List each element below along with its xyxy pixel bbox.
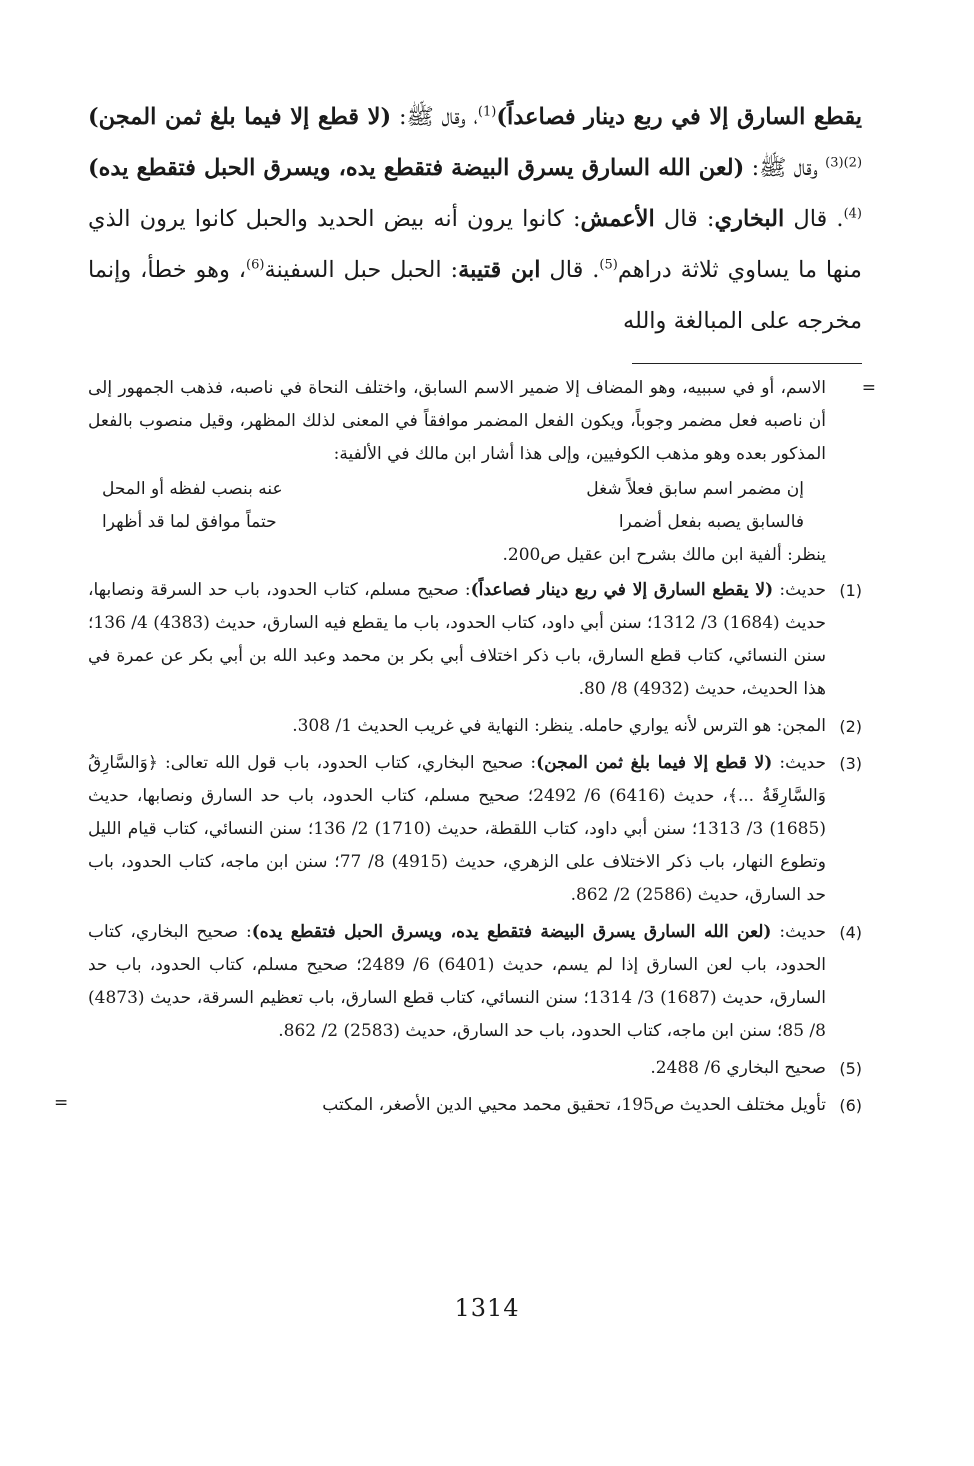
hadith-text-bold: (لا قطع إلا فيما بلغ ثمن المجن) (88, 104, 392, 130)
footnote-ref[interactable]: (1) (477, 104, 497, 120)
main-text-segment: : كانوا يرون أنه بيض الحديد والحبل كانوا يرون الذي منها ما يساوي ثلاثة دراهم (88, 206, 862, 283)
main-text-segment: : قال (654, 206, 715, 232)
verse-hemistich-second: عنه بنصب لفظه أو المحل (102, 479, 283, 499)
main-text-segment: . قال (540, 257, 600, 283)
reference-text: ينظر: ألفية ابن مالك بشرح ابن عقيل ص200. (502, 545, 826, 565)
main-text-segment: وقال ﷺ: (744, 155, 826, 181)
hadith-text-bold: يقطع السارق إلا في ربع دينار فصاعداً) (496, 104, 862, 130)
footnote-continuation (88, 372, 876, 471)
footnote-hadith-bold: (لا يقطع السارق إلا في ربع دينار فصاعداً) (470, 580, 774, 600)
verse-hemistich-second: حتماً موافق لما قد أظهرا (102, 512, 277, 532)
footnote-5 (88, 1052, 862, 1085)
hadith-text-bold: (لعن الله السارق يسرق البيضة فتقطع يده، ويسرق الحبل فتقطع يده) (88, 155, 745, 181)
page-number: 1314 (454, 1294, 520, 1322)
scholar-name: الأعمش (580, 206, 655, 232)
main-text-segment: : الحبل حبل السفينة (264, 257, 459, 283)
footnote-number: (3) (839, 754, 862, 773)
footnote-ref[interactable]: (2)(3) (825, 155, 863, 171)
scholar-name: البخاري (714, 206, 785, 232)
main-text (88, 92, 862, 347)
footnote-4 (88, 916, 862, 1048)
reference-line (88, 539, 862, 572)
footnote-text: : صحيح البخاري، كتاب الحدود، باب قول الله تعالى: ﴿وَالسَّارِقُ وَالسَّارِقَةُ ...﴾، حديث (6416) 6/ 2492؛ صحيح مسلم، كتاب الحدود، باب حد السارق ونصابها، حديث (1685) 3/ 1313؛ سنن أبي داود، كتاب اللقطة، حديث (1710) 2/ 136؛ سنن النسائي، كتاب قيام الليل وتطوع النهار، باب ذكر الاختلاف على الزهري، حديث (4915) 8/ 77؛ سنن ابن ماجه، كتاب الحدود، باب حد السارق، حديث (2586) 2/ 862. (88, 753, 826, 905)
footnote-number: (5) (839, 1059, 862, 1078)
footnote-text: حديث: (773, 580, 826, 600)
footnote-6 (54, 1089, 862, 1122)
footnote-text: حديث: (772, 753, 826, 773)
footnote-1 (88, 574, 862, 706)
footnote-text: : صحيح البخاري، كتاب الحدود، باب لعن السارق إذا لم يسم، حديث (6401) 6/ 2489؛ صحيح مسلم، كتاب الحدود، باب حد السارق، حديث (1687) 3/ 1314؛ سنن النسائي، كتاب قطع السارق، باب تعظيم السرقة، حديث (4873) 8/ 85؛ سنن ابن ماجه، كتاب الحدود، باب حد السارق، حديث (2583) 2/ 862. (88, 922, 826, 1041)
footnote-ref[interactable]: (6) (246, 257, 265, 273)
verse-line (88, 473, 826, 506)
continuation-text: الاسم، أو في سببيه، وهو المضاف إلا ضمير الاسم السابق، واختلف النحاة في ناصبه، فذهب الجمهور إلى أن ناصبه فعل مضمر وجوباً، ويكون الفعل المضمر موافقاً في المعنى لذلك المظهر، وقيل منصوب بالفعل المذكور بعده وهو مذهب الكوفيين، وإلى هذا أشار ابن مالك في الألفية: (88, 378, 826, 464)
main-text-segment: . قال (784, 206, 844, 232)
verse-line (88, 506, 826, 539)
verse-hemistich-first: إن مضمر اسم سابق فعلاً شغل (586, 479, 804, 499)
footnote-ref[interactable]: (5) (599, 257, 618, 273)
footnote-number: (6) (839, 1096, 862, 1115)
footnotes-area (54, 372, 876, 1126)
verse-hemistich-first: فالسابق يصبه بفعل أضمرا (618, 512, 804, 532)
main-text-segment: ، وهو خطأ، وإنما مخرجه على المبالغة والله (88, 257, 862, 334)
footnote-text: صحيح البخاري 6/ 2488. (650, 1058, 826, 1078)
scholar-name: ابن قتيبة (458, 257, 541, 283)
footnote-number: (1) (839, 581, 862, 600)
poetry-verses (88, 473, 862, 539)
footnote-2 (88, 710, 862, 743)
continuation-marker: = (54, 1093, 69, 1113)
footnote-hadith-bold: (لعن الله السارق يسرق البيضة فتقطع يده، ويسرق الحبل فتقطع يده) (251, 922, 772, 942)
main-text-segment: ، وقال ﷺ: (391, 104, 478, 130)
footnote-number: (4) (839, 923, 862, 942)
footnote-hadith-bold: (لا قطع إلا فيما بلغ ثمن المجن) (536, 753, 773, 773)
footnote-text: المجن: هو الترس لأنه يواري حامله. ينظر: النهاية في غريب الحديث 1/ 308. (292, 716, 826, 736)
footnote-separator (632, 363, 862, 364)
footnote-text: تأويل مختلف الحديث ص195، تحقيق محمد محيي الدين الأصغر، المكتب (322, 1095, 826, 1115)
footnote-number: (2) (839, 717, 862, 736)
continuation-marker: = (861, 378, 876, 398)
footnote-text: حديث: (771, 922, 826, 942)
footnote-ref[interactable]: (4) (843, 206, 862, 222)
footnote-3 (88, 747, 862, 912)
footnote-text: : صحيح مسلم، كتاب الحدود، باب حد السرقة ونصابها، حديث (1684) 3/ 1312؛ سنن أبي داود، كتاب الحدود، باب ما يقطع فيه السارق، حديث (4383) 4/ 136؛ سنن النسائي، كتاب قطع السارق، باب ذكر اختلاف أبي بكر بن محمد وعبد الله بن أبي بكر عن عمرة في هذا الحديث، حديث (4932) 8/ 80. (88, 580, 826, 699)
